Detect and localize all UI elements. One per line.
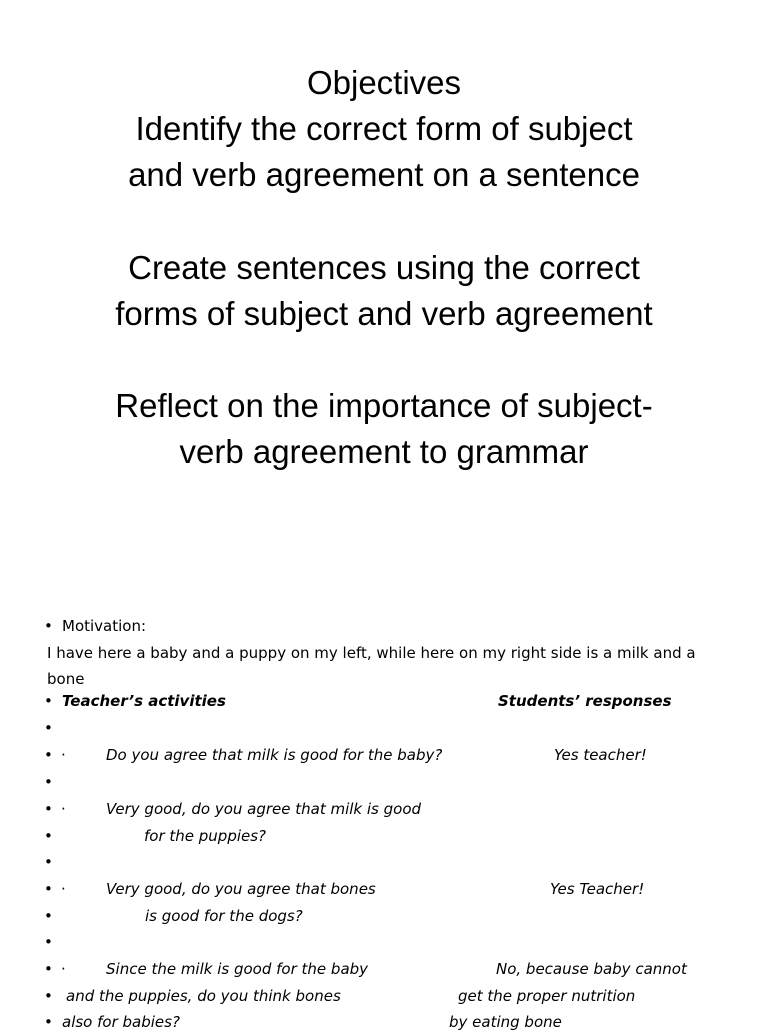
objectives-title: Objectives [306, 64, 462, 101]
header-row [44, 690, 744, 712]
teacher-question-continued: also for babies? [62, 1013, 180, 1031]
bullet: • [44, 827, 53, 845]
teacher-activities-header: Teacher’s activities [62, 692, 226, 710]
teacher-question: Very good, do you agree that milk is good [106, 800, 422, 818]
teacher-question-continued: is good for the dogs? [145, 907, 303, 925]
motivation-label: Motivation: [62, 617, 147, 635]
bullet: • [44, 800, 53, 818]
bullet: • [44, 987, 53, 1005]
teacher-question-continued: and the puppies, do you think bones [66, 987, 341, 1005]
student-response-continued: by eating bone [449, 1013, 562, 1031]
teacher-question: Do you agree that milk is good for the baby? [106, 746, 443, 764]
bullet: • [44, 933, 53, 951]
dialogue-row [44, 825, 744, 847]
dot-marker: · [61, 960, 66, 978]
student-response: No, because baby cannot [496, 960, 687, 978]
empty-bullet-row [44, 851, 744, 873]
teacher-question-continued: for the puppies? [144, 827, 267, 845]
dot-marker: · [61, 800, 66, 818]
motivation-row [44, 615, 744, 637]
dialogue-row [44, 744, 744, 766]
motivation-text: I have here a baby and a puppy on my left, while here on my right side is a milk and a bone [47, 644, 696, 688]
bullet: • [44, 692, 53, 710]
teacher-question: Very good, do you agree that bones [106, 880, 376, 898]
empty-bullet-row [44, 771, 744, 793]
dialogue-row [44, 905, 744, 927]
student-response: Yes Teacher! [550, 880, 645, 898]
bullet: • [44, 853, 53, 871]
empty-bullet-row [44, 931, 744, 953]
objective-line: forms of subject and verb agreement [115, 295, 653, 332]
students-responses-header: Students’ responses [498, 692, 672, 710]
objective-line: Create sentences using the correct [128, 249, 640, 286]
empty-bullet-row [44, 717, 744, 739]
dialogue-row [44, 985, 744, 1007]
dialogue-row [44, 878, 744, 900]
objective-line: and verb agreement on a sentence [128, 156, 640, 193]
bullet: • [44, 746, 53, 764]
dot-marker: · [61, 746, 66, 764]
objective-line: Identify the correct form of subject [135, 110, 633, 147]
bullet: • [44, 719, 53, 737]
dialogue-row [44, 798, 744, 820]
dialogue-row [44, 1011, 744, 1033]
student-response: Yes teacher! [554, 746, 647, 764]
teacher-question: Since the milk is good for the baby [106, 960, 369, 978]
objective-line: verb agreement to grammar [179, 433, 589, 470]
bullet: • [44, 880, 53, 898]
bullet: • [44, 1013, 53, 1031]
bullet: • [44, 960, 53, 978]
objective-line: Reflect on the importance of subject- [115, 387, 653, 424]
dialogue-row [44, 958, 744, 980]
dot-marker: · [61, 880, 66, 898]
bullet: • [44, 773, 53, 791]
bullet: • [44, 617, 53, 635]
lesson-slide [0, 600, 768, 1031]
bullet: • [44, 907, 53, 925]
student-response-continued: get the proper nutrition [458, 987, 636, 1005]
